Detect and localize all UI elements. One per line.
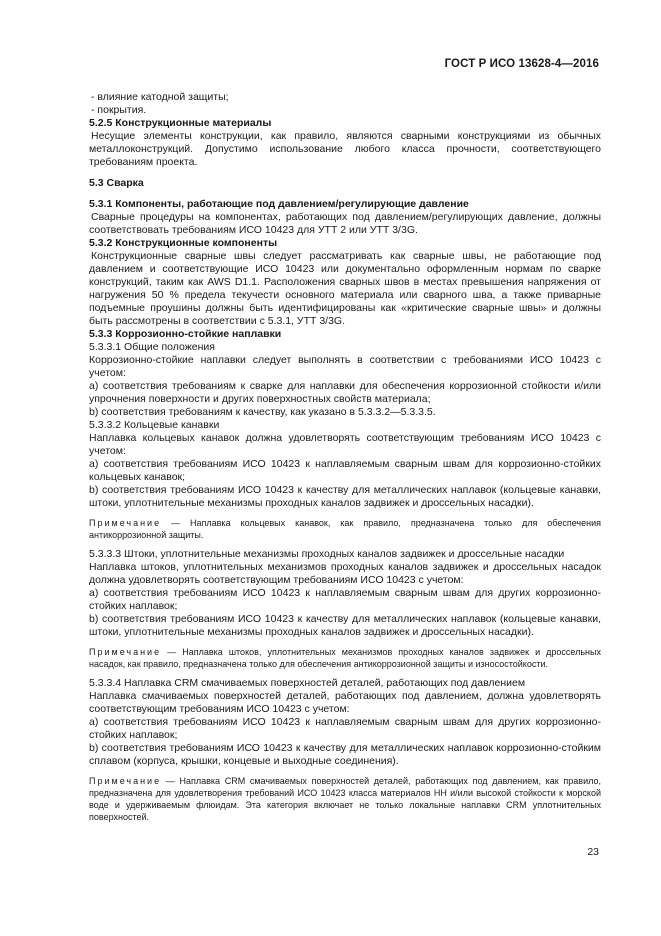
- list-item: b) соответствия требованиям ИСО 10423 к качеству для металлических наплавок коррозионно-стойким сплавом (корпуса, крышки, концевые и выходные соединения).: [89, 742, 601, 767]
- note: [89, 517, 601, 541]
- section-heading-5-3-2: 5.3.2 Конструкционные компоненты: [89, 237, 278, 249]
- section-heading-5-2-5: 5.2.5 Конструкционные материалы: [89, 117, 272, 129]
- note-label: Примечание: [89, 518, 162, 528]
- section-heading-5-3-3: 5.3.3 Коррозионно-стойкие наплавки: [89, 328, 282, 340]
- list-item: b) соответствия требованиям к качеству, как указано в 5.3.3.2—5.3.3.5.: [89, 406, 436, 418]
- note-label: Примечание: [89, 647, 162, 657]
- list-item: a) соответствия требованиям ИСО 10423 к наплавляемым сварным швам для других коррозионно-стойких наплавок;: [89, 716, 601, 741]
- note: [89, 775, 601, 823]
- paragraph: Конструкционные сварные швы следует рассматривать как сварные швы, не работающие под давлением и соответствующие ИСО 10423 или документально оформленным нормам по сварке конструкций, таким как AWS D1.1. Расположения сварных швов в местах превышения напряжения от нагружения 50 % предела текучести основного материала или сварного шва, а также приварные подъемные проушины должны быть идентифицированы как «критические сварные швы» и должны быть рассмотрены в соответствии с 5.3.1, УТТ 3/3G.: [89, 250, 601, 327]
- note-text: — Наплавка кольцевых канавок, как правило, предназначена только для обеспечения антикоррозионной защиты.: [89, 518, 601, 540]
- section-heading-5-3-1: 5.3.1 Компоненты, работающие под давлением/регулирующие давление: [89, 198, 469, 210]
- list-item: a) соответствия требованиям к сварке для наплавки для обеспечения коррозионной стойкости и/или упрочнения поверхности и других поверхностных свойств материала;: [89, 380, 601, 405]
- subsection-heading-5-3-3-3: 5.3.3.3 Штоки, уплотнительные механизмы проходных каналов задвижек и дроссельные насадки: [89, 548, 565, 560]
- note-label: Примечание: [89, 776, 162, 786]
- list-item: a) соответствия требованиям ИСО 10423 к наплавляемым сварным швам для других коррозионно-стойких наплавок;: [89, 587, 601, 612]
- list-item: a) соответствия требованиям ИСО 10423 к наплавляемым сварным швам для коррозионно-стойких кольцевых канавок;: [89, 458, 601, 483]
- paragraph: Несущие элементы конструкции, как правило, являются сварными конструкциями из обычных металлоконструкций. Допустимо использование любого класса прочности, соответствующего требованиям проекта.: [89, 130, 601, 168]
- paragraph: Коррозионно-стойкие наплавки следует выполнять в соответствии с требованиями ИСО 10423 с учетом:: [89, 354, 601, 379]
- subsection-heading-5-3-3-1: 5.3.3.1 Общие положения: [89, 341, 215, 353]
- list-item: b) соответствия требованиям ИСО 10423 к качеству для металлических наплавок (кольцевые канавки, штоки, уплотнительные механизмы проходных каналов задвижек и дроссельных насадки).: [89, 484, 601, 509]
- paragraph: Наплавка штоков, уплотнительных механизмов проходных каналов задвижек и дроссельных насадок должна удовлетворять соответствующим требованиям ИСО 10423 с учетом:: [89, 561, 601, 586]
- section-heading-5-3: 5.3 Сварка: [89, 177, 144, 189]
- list-item: b) соответствия требованиям ИСО 10423 к качеству для металлических наплавок (кольцевые канавки, штоки, уплотнительные механизмы проходных каналов задвижек и дроссельных насадки).: [89, 613, 601, 638]
- standard-header: ГОСТ Р ИСО 13628-4—2016: [444, 58, 599, 70]
- subsection-heading-5-3-3-2: 5.3.3.2 Кольцевые канавки: [89, 419, 220, 431]
- page-content: [89, 91, 601, 830]
- paragraph: Наплавка кольцевых канавок должна удовлетворять соответствующим требованиям ИСО 10423 с учетом:: [89, 432, 601, 457]
- list-item: - покрытия.: [91, 104, 147, 116]
- page-number: 23: [587, 846, 599, 858]
- note: [89, 646, 601, 670]
- list-item: - влияние катодной защиты;: [91, 91, 229, 103]
- note-text: — Наплавка штоков, уплотнительных механизмов проходных каналов задвижек и дроссельных насадок, как правило, предназначена только для обеспечения антикоррозионной защиты и износостойкости.: [89, 647, 601, 669]
- paragraph: Сварные процедуры на компонентах, работающих под давлением/регулирующих давление, должны соответствовать требованиям ИСО 10423 для УТТ 2 или УТТ 3/3G.: [89, 211, 601, 236]
- paragraph: Наплавка смачиваемых поверхностей деталей, работающих под давлением, должна удовлетворять соответствующим требованиям ИСО 10423 с учетом:: [89, 690, 601, 715]
- note-text: — Наплавка CRM смачиваемых поверхностей деталей, работающих под давлением, как правило, предназначена для удовлетворения требований ИСО 10423 класса материалов НН и/или высокой стойкости к морской воде и удерживаемым флюидам. Эта категория включает не только локальные наплавки CRM уплотнительных поверхностей.: [89, 776, 601, 822]
- subsection-heading-5-3-3-4: 5.3.3.4 Наплавка CRM смачиваемых поверхностей деталей, работающих под давлением: [89, 677, 526, 689]
